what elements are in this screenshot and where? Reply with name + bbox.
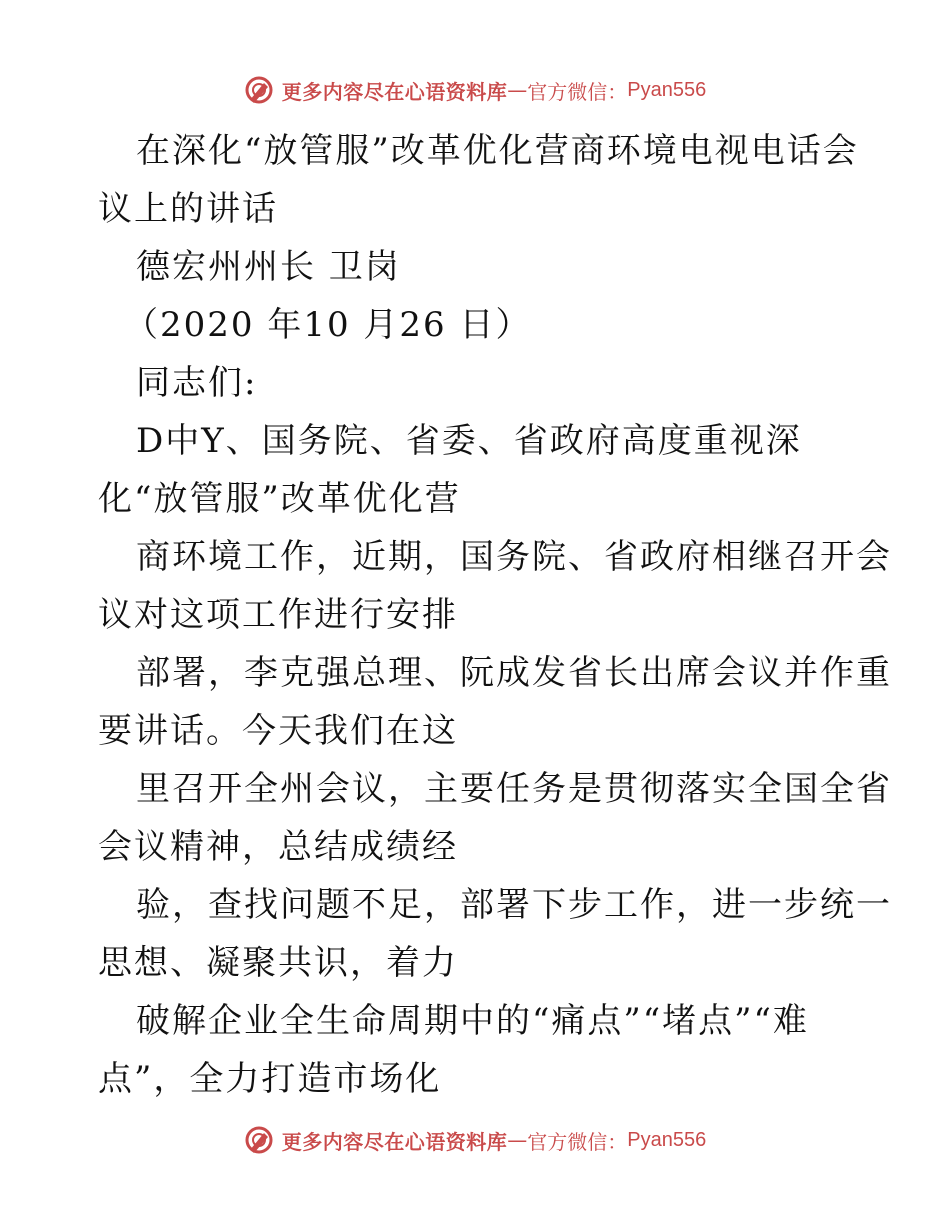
document-body [98, 122, 892, 1108]
document-line: 在深化“放管服”改革优化营商环境电视电话会 [136, 131, 859, 171]
salutation-line: 同志们: [136, 363, 258, 403]
document-line: 里召开全州会议，主要任务是贯彻落实全国全省 [136, 769, 892, 809]
date-line: （2020 年10 月26 日） [124, 305, 532, 345]
banner-dash: — [507, 78, 528, 102]
document-line: 商环境工作，近期，国务院、省政府相继召开会 [136, 537, 892, 577]
document-line: 点”，全力打造市场化 [98, 1059, 442, 1099]
banner-main-text: 更多内容尽在心语资料库 [281, 1129, 508, 1154]
banner-official-label: 官方微信： [527, 1129, 628, 1154]
banner-wechat-id: Pyan556 [627, 78, 707, 101]
document-line: 部署，李克强总理、阮成发省长出席会议并作重 [136, 653, 892, 693]
document-line: 要讲话。今天我们在这 [98, 711, 458, 751]
document-line: 议上的讲话 [98, 189, 278, 229]
banner-official-label: 官方微信： [527, 79, 628, 104]
footer-banner [0, 1120, 950, 1160]
document-line: 破解企业全生命周期中的“痛点”“堵点”“难 [136, 1001, 809, 1041]
document-line: 化“放管服”改革优化营 [98, 479, 461, 519]
document-line: 思想、凝聚共识，着力 [98, 943, 458, 983]
document-line: 会议精神，总结成绩经 [98, 827, 458, 867]
banner-wechat-id: Pyan556 [627, 1128, 707, 1151]
document-line: 验，查找问题不足，部署下步工作，进一步统一 [136, 885, 892, 925]
pen-logo-icon [244, 1125, 274, 1155]
banner-dash: — [507, 1128, 528, 1152]
document-line: D中Y、国务院、省委、省政府高度重视深 [136, 421, 802, 461]
author-line: 德宏州州长 卫岗 [136, 247, 401, 287]
header-banner [0, 70, 950, 110]
banner-main-text: 更多内容尽在心语资料库 [281, 79, 508, 104]
document-line: 议对这项工作进行安排 [98, 595, 458, 635]
pen-logo-icon [244, 75, 274, 105]
